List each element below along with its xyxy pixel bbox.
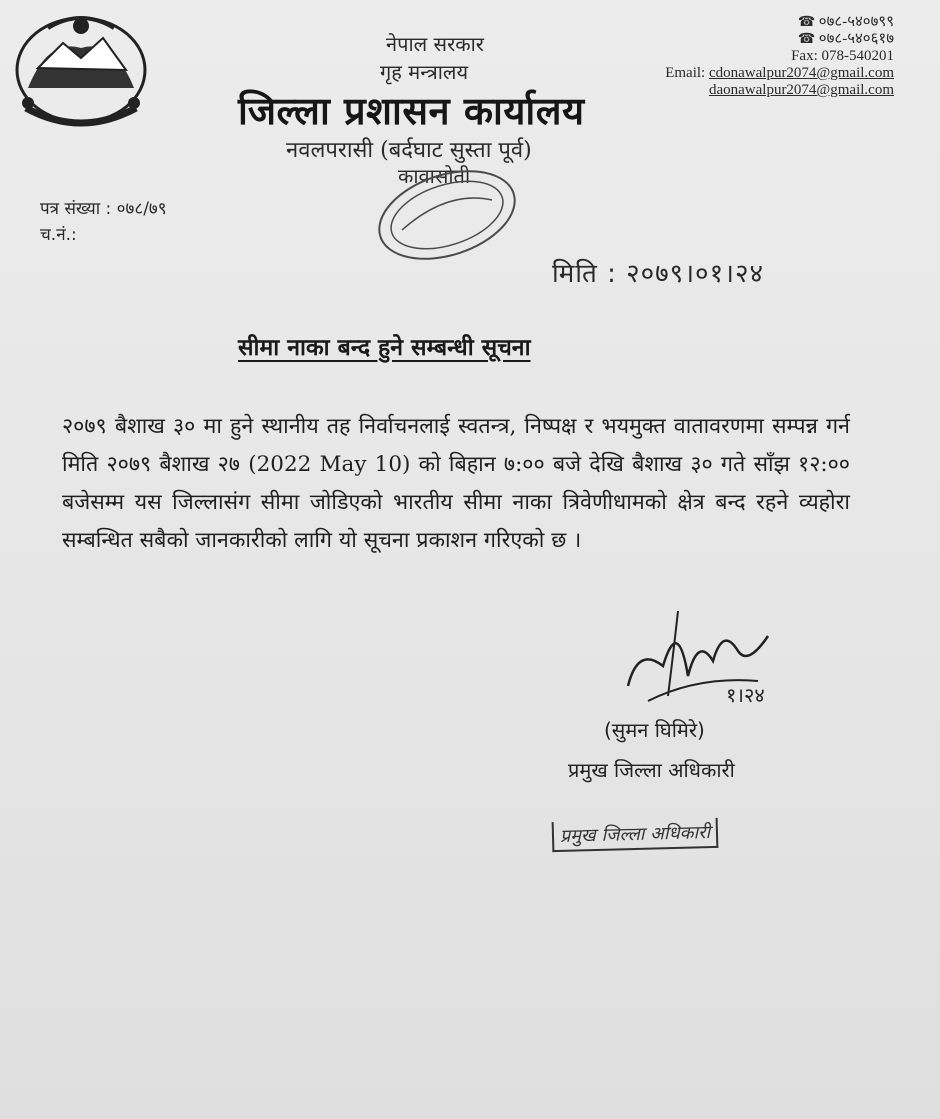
signer-name: (सुमन घिमिरे) xyxy=(604,718,705,742)
letter-number: पत्र संख्या : ०७८/७९ xyxy=(40,199,167,219)
letter-date: मिति : २०७९।०१।२४ xyxy=(552,259,764,289)
signature-date: १।२४ xyxy=(726,683,765,707)
notice-body: २०७९ बैशाख ३० मा हुने स्थानीय तह निर्वाचनलाई स्वतन्त्र, निष्पक्ष र भयमुक्त वातावरणमा सम्पन्न गर्न मिति २०७९ बैशाख २७ (2022 May 10) को बिहान ७:०० बजे देखि बैशाख ३० गते साँझ १२:०० बजेसम्म यस जिल्लासंग सीमा जोडिएको भारतीय सीमा नाका त्रिवेणीधामको क्षेत्र बन्द रहने व्यहोरा सम्बन्धित सबैको जानकारीको लागि यो सूचना प्रकाशन गरिएको छ । xyxy=(62,414,850,553)
ministry-name: गृह मन्त्रालय xyxy=(380,60,469,84)
email-2: daonawalpur2074@gmail.com xyxy=(708,82,894,98)
government-name: नेपाल सरकार xyxy=(386,32,484,56)
signer-title: प्रमुख जिल्ला अधिकारी xyxy=(568,758,735,782)
notice-subject: सीमा नाका बन्द हुने सम्बन्धी सूचना xyxy=(238,335,531,361)
office-place: कावासोती xyxy=(398,164,471,188)
office-stamp-icon xyxy=(362,160,532,280)
signature-icon xyxy=(618,606,788,716)
contact-block xyxy=(665,14,894,99)
designation-seal: प्रमुख जिल्ला अधिकारी xyxy=(552,818,719,852)
reference-block xyxy=(40,196,167,248)
phone-number-1: ☎ ०७८-५४०७९९ xyxy=(665,14,894,31)
email-1: cdonawalpur2074@gmail.com xyxy=(708,65,894,81)
dispatch-number: च.नं.: xyxy=(40,225,77,245)
office-name: जिल्ला प्रशासन कार्यालय xyxy=(238,88,585,133)
government-emblem-icon xyxy=(8,8,154,128)
phone-number-2: ☎ ०७८-५४०६१७ xyxy=(665,31,894,48)
fax-number: Fax: 078-540201 xyxy=(791,48,894,64)
office-address: नवलपरासी (बर्दघाट सुस्ता पूर्व) xyxy=(286,138,532,163)
email-label: Email: xyxy=(665,65,706,81)
